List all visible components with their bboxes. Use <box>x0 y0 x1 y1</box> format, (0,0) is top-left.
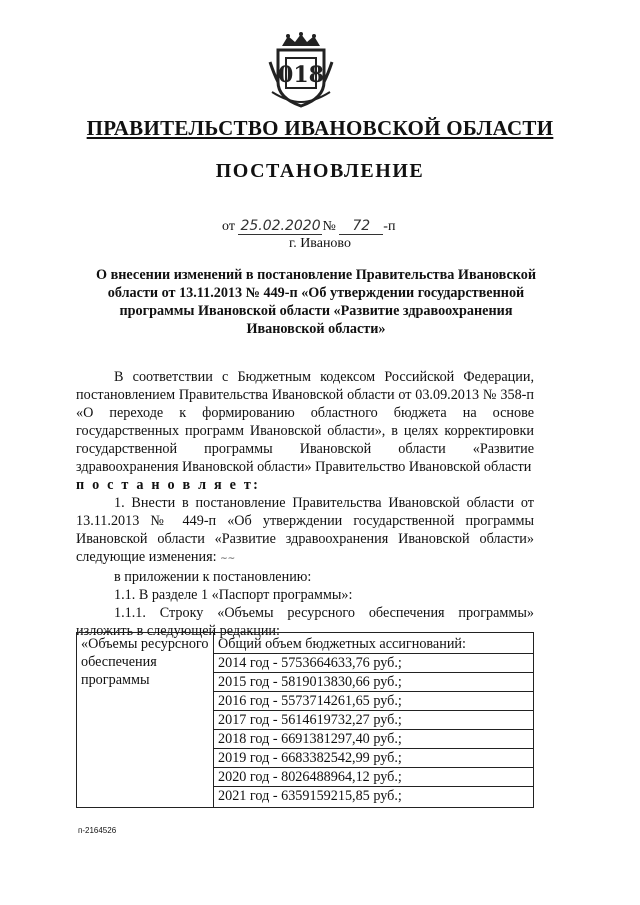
coat-of-arms-emblem <box>268 32 334 108</box>
resource-table <box>76 632 534 808</box>
document-type: ПОСТАНОВЛЕНИЕ <box>215 160 425 182</box>
preamble: В соответствии с Бюджетным кодексом Российской Федерации, постановлением Правительства Ивановской области от 03.09.2013 № 358-п «О переходе к формированию областного бюджета на основе государственных программ Ивановской области», в целях корректировки государственной программы Ивановской области «Развитие здравоохранения Ивановской области» Правительство Ивановской области <box>76 369 534 475</box>
year-row: 2020 год - 8026488964,12 руб.; <box>214 768 533 787</box>
year-row: 2016 год - 5573714261,65 руб.; <box>214 692 533 711</box>
item-1-text: 1. Внести в постановление Правительства Ивановской области от 13.11.2013 № 449-п «Об утверждении государственной программы Ивановской области «Развитие здравоохранения Ивановской области» следующие изменения: <box>76 495 534 565</box>
year-row: 2021 год - 6359159215,85 руб.; <box>218 788 402 804</box>
number-suffix: -п <box>383 219 396 234</box>
year-row: 2019 год - 6683382542,99 руб.; <box>214 749 533 768</box>
year-row: 2015 год - 5819013830,66 руб.; <box>214 673 533 692</box>
date-value: 25.02.2020 <box>240 218 321 234</box>
date-number-line <box>222 218 395 235</box>
table-heading: Общий объем бюджетных ассигнований: <box>214 635 533 654</box>
number-value: 72 <box>339 218 383 235</box>
initials-mark: ~~ <box>220 554 236 564</box>
number-sign: № <box>322 219 336 234</box>
org-title: ПРАВИТЕЛЬСТВО ИВАНОВСКОЙ ОБЛАСТИ <box>86 116 554 140</box>
table-row <box>77 633 534 808</box>
table-label-cell: «Объемы ресурсного обеспечения программы <box>77 633 214 808</box>
resolution-subject: О внесении изменений в постановление Правительства Ивановской области от 13.11.2013 № 449-п «Об утверждении государственной программы Ивановской области «Развитие здравоохранения Ивановской области» <box>96 267 536 337</box>
decree-word: п о с т а н о в л я е т: <box>76 477 260 493</box>
footer-code: п-2164526 <box>78 826 117 835</box>
year-row: 2017 год - 5614619732,27 руб.; <box>214 711 533 730</box>
table-values-cell <box>214 633 534 808</box>
year-row: 2018 год - 6691381297,40 руб.; <box>214 730 533 749</box>
item-1-1-1: 1.1.1. Строку «Объемы ресурсного обеспечения программы» изложить в следующей редакции: <box>76 605 534 639</box>
date-prefix: от <box>222 219 235 234</box>
city: г. Иваново <box>289 236 351 251</box>
item-1 <box>76 494 534 568</box>
item-1-1: 1.1. В разделе 1 «Паспорт программы»: <box>114 587 353 603</box>
resolution-body <box>76 368 534 640</box>
appendix-line: в приложении к постановлению: <box>114 569 312 585</box>
svg-text:018: 018 <box>278 62 324 88</box>
year-row: 2014 год - 5753664633,76 руб.; <box>214 654 533 673</box>
